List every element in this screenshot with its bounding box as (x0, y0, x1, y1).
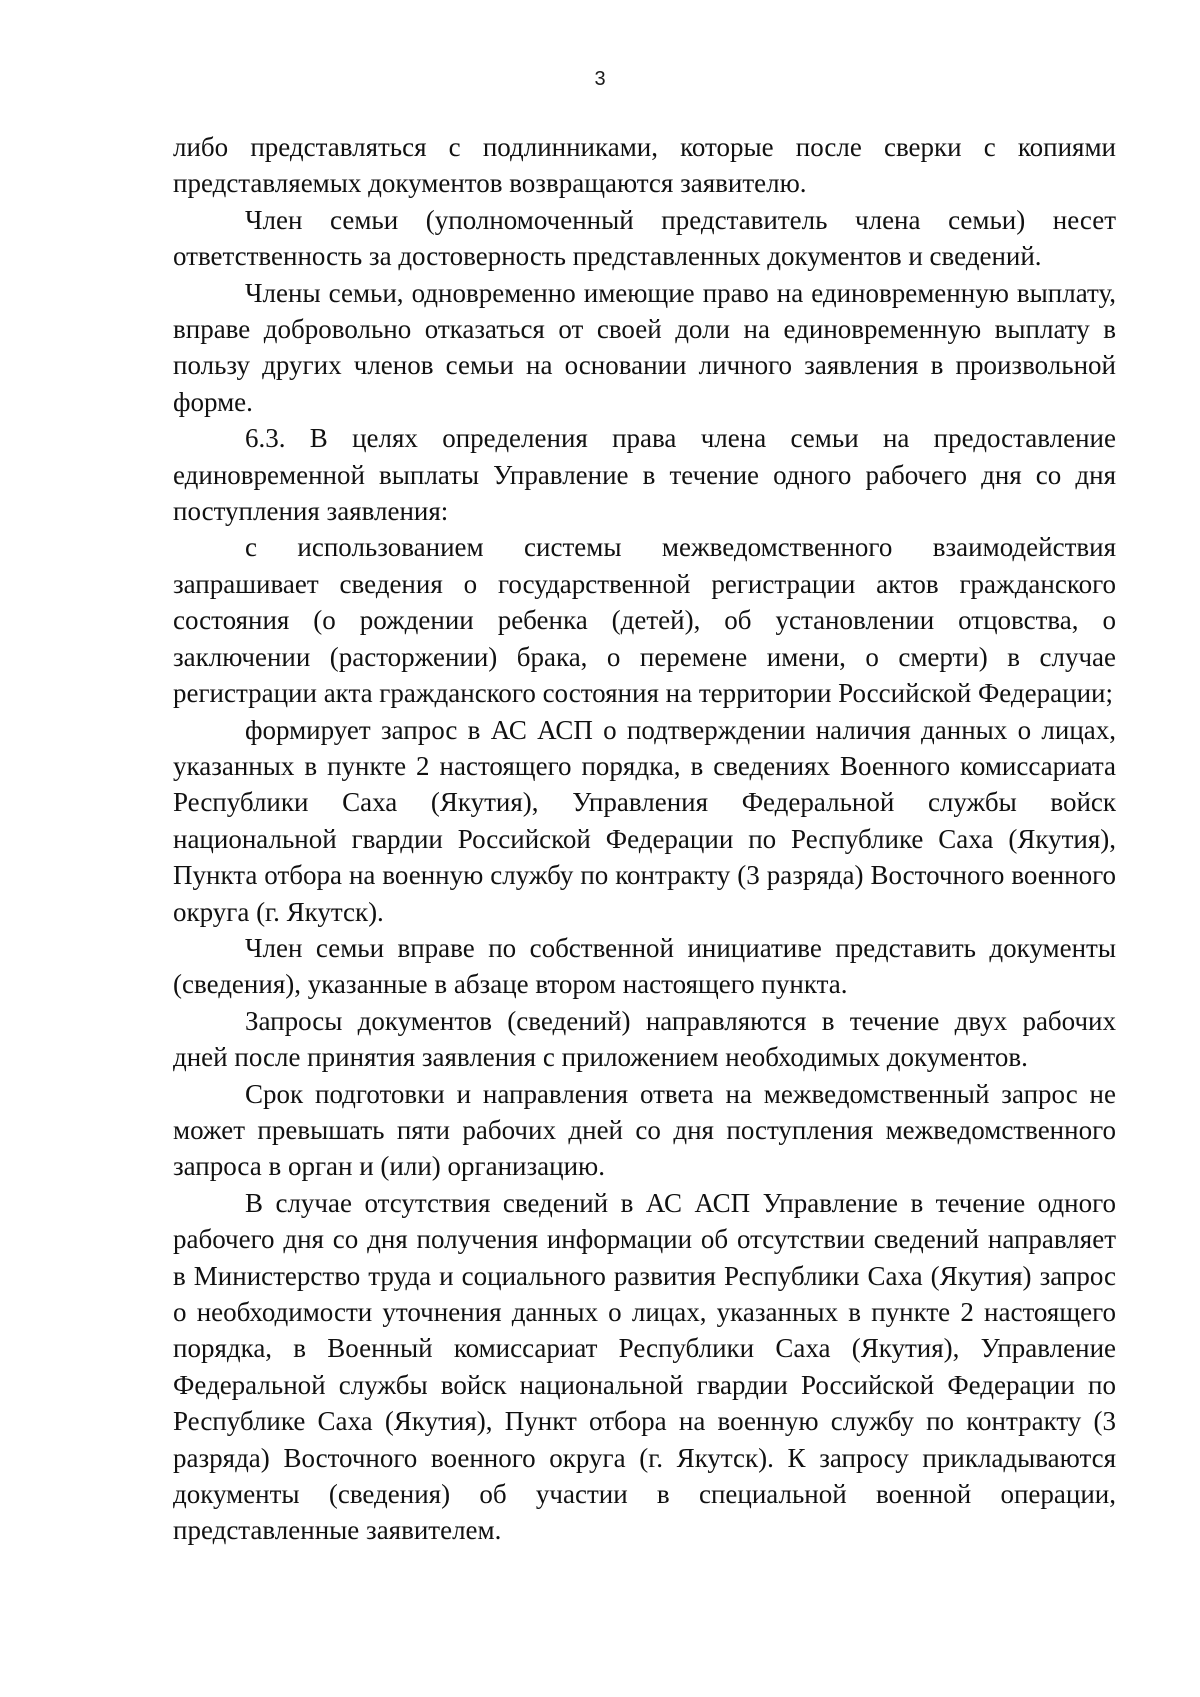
paragraph-interagency-request: с использованием системы межведомственного взаимодействия запрашивает сведения о государственной регистрации актов гражданского состояния (о рождении ребенка (детей), об установлении отцовства, о заключении (расторжении) брака, о перемене имени, о смерти) в случае регистрации акта гражданского состояния на территории Российской Федерации; (173, 532, 1116, 709)
document-body (173, 129, 1116, 1549)
paragraph-as-asp-request: формирует запрос в АС АСП о подтверждении наличия данных о лицах, указанных в пункте 2 настоящего порядка, в сведениях Военного комиссариата Республики Саха (Якутия), Управления Федеральной службы войск национальной гвардии Российской Федерации по Республике Саха (Якутия), Пункта отбора на военную службу по контракту (3 разряда) Восточного военного округа (г. Якутск). (173, 714, 1116, 927)
paragraph-missing-information: В случае отсутствия сведений в АС АСП Управление в течение одного рабочего дня со дня получения информации об отсутствии сведений направляет в Министерство труда и социального развития Республики Саха (Якутия) запрос о необходимости уточнения данных о лицах, указанных в пункте 2 настоящего порядка, в Военный комиссариат Республики Саха (Якутия), Управление Федеральной службы войск национальной гвардии Российской Федерации по Республике Саха (Якутия), Пункт отбора на военную службу по контракту (3 разряда) Восточного военного округа (г. Якутск). К запросу прикладываются документы (сведения) об участии в специальной военной операции, представленные заявителем. (173, 1187, 1116, 1546)
paragraph-responsibility: Член семьи (уполномоченный представитель члена семьи) несет ответственность за достоверность представленных документов и сведений. (173, 204, 1116, 272)
paragraph-response-deadline: Срок подготовки и направления ответа на межведомственный запрос не может превышать пяти рабочих дней со дня поступления межведомственного запроса в орган и (или) организацию. (173, 1078, 1116, 1182)
paragraph-request-deadline: Запросы документов (сведений) направляются в течение двух рабочих дней после принятия заявления с приложением необходимых документов. (173, 1005, 1116, 1073)
paragraph-refusal-of-share: Члены семьи, одновременно имеющие право на единовременную выплату, вправе добровольно отказаться от своей доли на единовременную выплату в пользу других членов семьи на основании личного заявления в произвольной форме. (173, 277, 1116, 417)
page-number: 3 (594, 68, 606, 90)
paragraph-section-6-3: 6.3. В целях определения права члена семьи на предоставление единовременной выплаты Управление в течение одного рабочего дня со дня поступления заявления: (173, 423, 1116, 527)
paragraph-own-initiative: Член семьи вправе по собственной инициативе представить документы (сведения), указанные в абзаце втором настоящего пункта. (173, 932, 1116, 1000)
paragraph-continuation: либо представляться с подлинниками, которые после сверки с копиями представляемых документов возвращаются заявителю. (173, 132, 1116, 199)
